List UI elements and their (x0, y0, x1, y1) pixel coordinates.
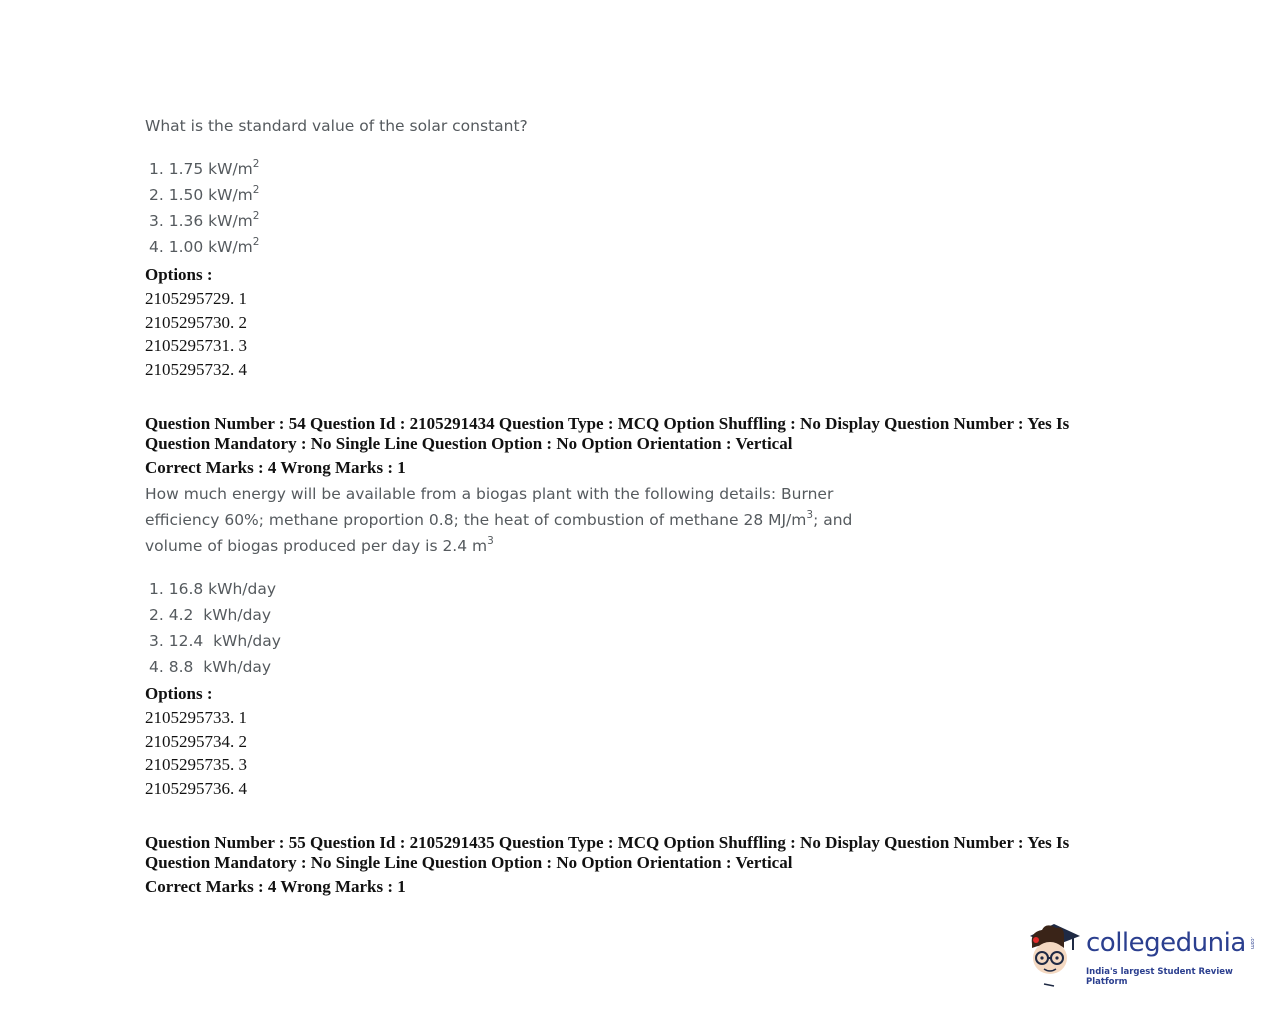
option-id: 2105295730. 2 (145, 313, 247, 332)
option-id: 2105295734. 2 (145, 732, 247, 751)
answer-choice: 2. 1.50 $kW/m^2$ (149, 184, 260, 204)
question-text: volume of biogas produced per day is 2.4 $m^3$ (145, 535, 494, 555)
question-meta: Question Mandatory : No Single Line Question Option : No Option Orientation : Vertical (145, 853, 793, 872)
answer-choice: 2. 4.2 kWh/day (149, 606, 272, 624)
collegedunia-logo (1024, 918, 1264, 990)
mascot-icon (1024, 918, 1086, 990)
answer-choice: 1. 1.75 $kW/m^2$ (149, 158, 260, 178)
option-id: 2105295736. 4 (145, 779, 247, 798)
options-label: Options : (145, 265, 213, 284)
logo-domain: .com (1249, 936, 1256, 950)
option-id: 2105295731. 3 (145, 336, 247, 355)
option-id: 2105295735. 3 (145, 755, 247, 774)
logo-wordmark: collegedunia (1086, 928, 1246, 958)
question-meta: Question Number : 54 Question Id : 2105291434 Question Type : MCQ Option Shuffling : No Display Question Number : Yes Is (145, 414, 1070, 433)
marks-info: Correct Marks : 4 Wrong Marks : 1 (145, 458, 406, 477)
option-id: 2105295732. 4 (145, 360, 247, 379)
answer-choice: 4. 1.00 $kW/m^2$ (149, 236, 260, 256)
answer-choice: 1. 16.8 kWh/day (149, 580, 277, 598)
question-meta: Question Mandatory : No Single Line Question Option : No Option Orientation : Vertical (145, 434, 793, 453)
question-text: efficiency 60%; methane proportion 0.8; the heat of combustion of methane 28 $MJ/m^3$; and (145, 509, 853, 529)
question-meta: Question Number : 55 Question Id : 2105291435 Question Type : MCQ Option Shuffling : No Display Question Number : Yes Is (145, 833, 1070, 852)
answer-choice: 3. 1.36 $kW/m^2$ (149, 210, 260, 230)
answer-choice: 3. 12.4 kWh/day (149, 632, 281, 650)
question-text: How much energy will be available from a biogas plant with the following details: Burner (145, 485, 834, 503)
question-text: What is the standard value of the solar constant? (145, 117, 528, 135)
logo-tagline: India's largest Student Review Platform (1086, 967, 1233, 987)
option-id: 2105295733. 1 (145, 708, 247, 727)
answer-choice: 4. 8.8 kWh/day (149, 658, 272, 676)
option-id: 2105295729. 1 (145, 289, 247, 308)
options-label: Options : (145, 684, 213, 703)
marks-info: Correct Marks : 4 Wrong Marks : 1 (145, 877, 406, 896)
